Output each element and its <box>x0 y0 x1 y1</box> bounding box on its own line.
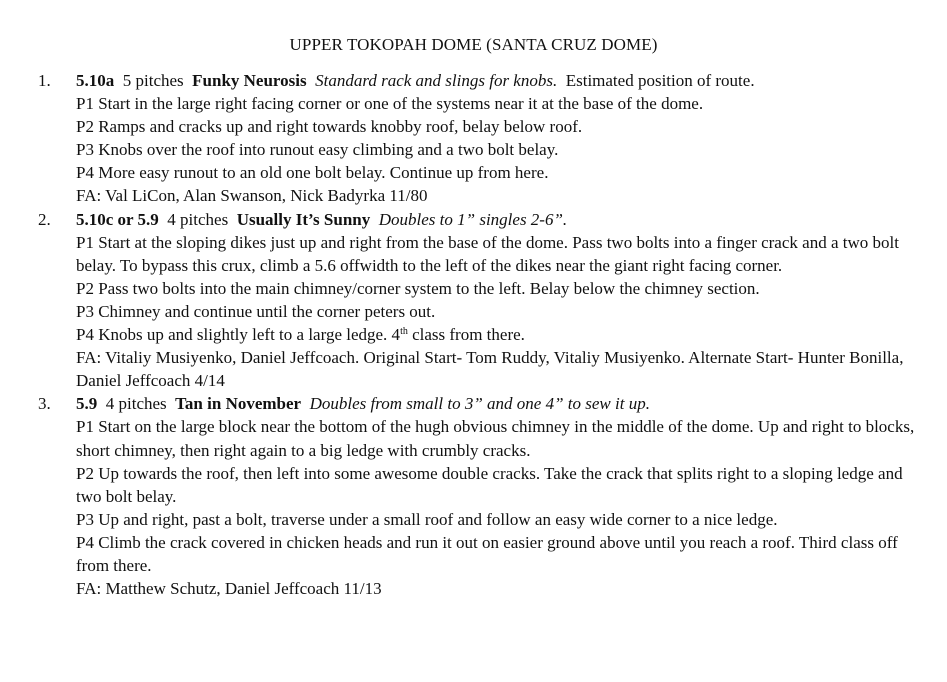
route-pitches: 5 pitches <box>122 71 184 90</box>
pitch-description: P4 Climb the crack covered in chicken heads and run it out on easier ground above until you reach a roof. Third class off from there. <box>76 532 898 575</box>
route-pitches: 4 pitches <box>167 209 229 229</box>
route-grade: 5.10c or 5.9 <box>76 209 159 229</box>
route-grade: 5.10a <box>76 71 115 90</box>
route-number: 1. <box>38 71 51 90</box>
route-number: 2. <box>38 209 51 229</box>
pitch-text: P4 Knobs up and slightly left to a large ledge. 4 <box>76 325 401 345</box>
pitch-description: P2 Up towards the roof, then left into some awesome double cracks. Take the crack that splits right to a sloping ledge and two bolt belay. <box>76 463 903 506</box>
ordinal-suffix: th <box>400 326 408 338</box>
first-ascent: FA: Vitaliy Musiyenko, Daniel Jeffcoach. Original Start- Tom Ruddy, Vitaliy Musiyenko. Alternate Start- Hunter Bonilla, Daniel Jeffcoach 4/14 <box>76 348 904 391</box>
route-header <box>76 392 925 415</box>
route-name: Funky Neurosis <box>192 71 307 90</box>
route-number: 3. <box>38 394 51 414</box>
pitch-description: P3 Chimney and continue until the corner peters out. <box>76 301 436 321</box>
first-ascent: FA: Val LiCon, Alan Swanson, Nick Badyrka 11/80 <box>76 186 428 206</box>
route-note: Estimated position of route. <box>565 71 755 90</box>
route-name: Tan in November <box>175 394 302 414</box>
document-page <box>0 33 947 600</box>
route-gear: Standard rack and slings for knobs. <box>315 71 558 90</box>
route-pitches: 4 pitches <box>105 394 167 414</box>
route-entry <box>0 392 947 600</box>
route-header <box>76 69 925 92</box>
route-name: Usually It’s Sunny <box>236 209 371 229</box>
route-header <box>76 208 925 231</box>
pitch-description: P2 Pass two bolts into the main chimney/corner system to the left. Belay below the chimney section. <box>76 278 760 298</box>
pitch-description: P1 Start in the large right facing corner or one of the systems near it at the base of the dome. <box>76 94 704 114</box>
pitch-description <box>76 323 925 346</box>
route-gear: Doubles to 1” singles 2-6”. <box>378 209 568 229</box>
pitch-description: P1 Start on the large block near the bottom of the hugh obvious chimney in the middle of the dome. Up and right to blocks, short chimney, then right again to a big ledge with crumbly cracks. <box>76 417 915 460</box>
first-ascent: FA: Matthew Schutz, Daniel Jeffcoach 11/13 <box>76 579 382 599</box>
pitch-text: class from there. <box>407 325 525 345</box>
route-entry <box>0 69 947 208</box>
route-grade: 5.9 <box>76 394 98 414</box>
pitch-description: P4 More easy runout to an old one bolt belay. Continue up from here. <box>76 163 549 183</box>
pitch-description: P3 Knobs over the roof into runout easy climbing and a two bolt belay. <box>76 140 559 160</box>
page-title: UPPER TOKOPAH DOME (SANTA CRUZ DOME) <box>289 35 658 54</box>
route-gear: Doubles from small to 3” and one 4” to sew it up. <box>309 394 650 414</box>
route-entry <box>0 208 947 393</box>
pitch-description: P2 Ramps and cracks up and right towards knobby roof, belay below roof. <box>76 117 583 137</box>
pitch-description: P1 Start at the sloping dikes just up and right from the base of the dome. Pass two bolts into a finger crack and a two bolt belay. To bypass this crux, climb a 5.6 offwidth to the left of the dikes near the giant right facing corner. <box>76 232 899 275</box>
pitch-description: P3 Up and right, past a bolt, traverse under a small roof and follow an easy wide corner to a nice ledge. <box>76 509 778 529</box>
